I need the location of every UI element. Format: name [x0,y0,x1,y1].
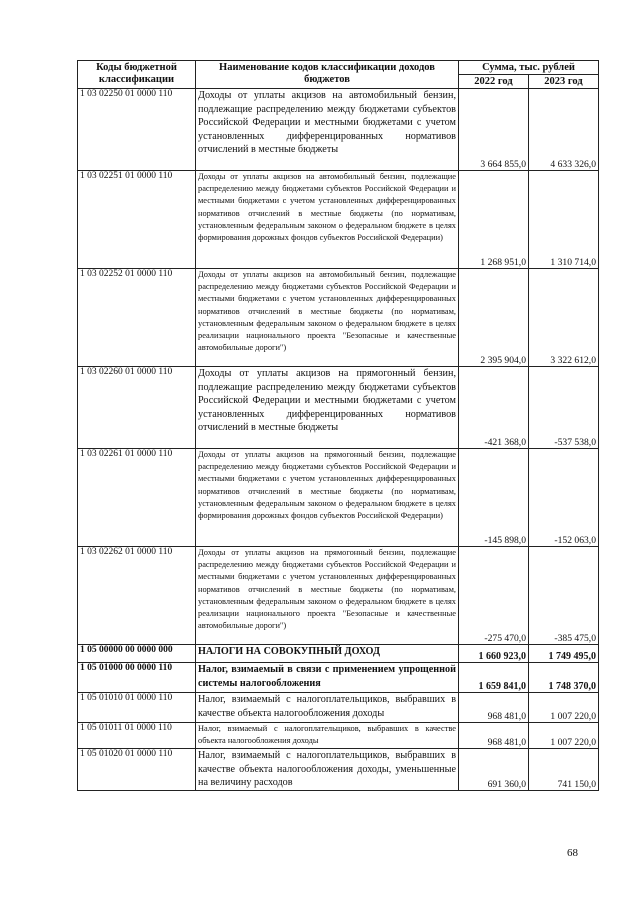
row-code: 1 03 02250 01 0000 110 [78,89,196,171]
row-description: Налог, взимаемый с налогоплательщиков, выбравших в качестве объекта налогообложения доходы, уменьшенные на величину расходов [196,749,459,791]
table-row [78,171,599,269]
row-description: Доходы от уплаты акцизов на автомобильный бензин, подлежащие распределению между бюджетами субъектов Российской Федерации и местными бюджетами с учетом установленных дифференцированных нормативов отчислений в местные бюджеты (по нормативам, установленным федеральным законом о федеральном бюджете в целях формирования дорожных фондов субъектов Российской Федерации) [196,171,459,269]
row-description: Доходы от уплаты акцизов на автомобильный бензин, подлежащие распределению между бюджетами субъектов Российской Федерации и местными бюджетами с учетом установленных дифференцированных нормативов отчислений в местные бюджеты [196,89,459,171]
row-code: 1 03 02261 01 0000 110 [78,449,196,547]
row-value-2023: -537 538,0 [529,367,599,449]
row-value-2022: -145 898,0 [459,449,529,547]
table-row [78,449,599,547]
table-row [78,89,599,171]
row-value-2022: 3 664 855,0 [459,89,529,171]
row-value-2022: 1 660 923,0 [459,645,529,663]
row-code: 1 03 02260 01 0000 110 [78,367,196,449]
row-value-2023: 1 748 370,0 [529,663,599,693]
header-year-2023: 2023 год [529,75,599,89]
row-value-2022: 691 360,0 [459,749,529,791]
table-row [78,749,599,791]
row-code: 1 03 02251 01 0000 110 [78,171,196,269]
row-value-2023: 4 633 326,0 [529,89,599,171]
row-value-2023: 1 310 714,0 [529,171,599,269]
row-value-2023: -385 475,0 [529,547,599,645]
row-code: 1 03 02262 01 0000 110 [78,547,196,645]
row-value-2023: 1 007 220,0 [529,693,599,723]
row-value-2022: 968 481,0 [459,693,529,723]
row-value-2023: -152 063,0 [529,449,599,547]
header-year-2022: 2022 год [459,75,529,89]
row-code: 1 03 02252 01 0000 110 [78,269,196,367]
row-value-2023: 3 322 612,0 [529,269,599,367]
table-row [78,547,599,645]
budget-table-sheet [77,60,598,791]
row-value-2023: 741 150,0 [529,749,599,791]
budget-revenue-table [77,60,599,791]
row-description: Налог, взимаемый с налогоплательщиков, выбравших в качестве объекта налогообложения доходы [196,723,459,749]
row-value-2022: 2 395 904,0 [459,269,529,367]
header-sum: Сумма, тыс. рублей [459,61,599,75]
row-value-2022: -421 368,0 [459,367,529,449]
row-value-2022: -275 470,0 [459,547,529,645]
row-description: Налог, взимаемый с налогоплательщиков, выбравших в качестве объекта налогообложения доходы [196,693,459,723]
row-code: 1 05 01010 01 0000 110 [78,693,196,723]
table-row [78,645,599,663]
row-value-2022: 968 481,0 [459,723,529,749]
row-description: НАЛОГИ НА СОВОКУПНЫЙ ДОХОД [196,645,459,663]
row-code: 1 05 00000 00 0000 000 [78,645,196,663]
row-description: Налог, взимаемый в связи с применением упрощенной системы налогообложения [196,663,459,693]
row-value-2023: 1 749 495,0 [529,645,599,663]
table-row [78,723,599,749]
row-code: 1 05 01020 01 0000 110 [78,749,196,791]
row-description: Доходы от уплаты акцизов на прямогонный бензин, подлежащие распределению между бюджетами субъектов Российской Федерации и местными бюджетами с учетом установленных дифференцированных нормативов отчислений в местные бюджеты (по нормативам, установленным федеральным законом о федеральном бюджете в целях формирования дорожных фондов субъектов Российской Федерации) [196,449,459,547]
table-row [78,269,599,367]
table-row [78,367,599,449]
row-code: 1 05 01000 00 0000 110 [78,663,196,693]
table-row [78,663,599,693]
page-number: 68 [567,847,578,859]
row-description: Доходы от уплаты акцизов на прямогонный бензин, подлежащие распределению между бюджетами субъектов Российской Федерации и местными бюджетами с учетом установленных дифференцированных нормативов отчислений в местные бюджеты (по нормативам, установленным федеральным законом о федеральном бюджете в целях реализации национального проекта "Безопасные и качественные автомобильные дороги") [196,547,459,645]
row-value-2022: 1 268 951,0 [459,171,529,269]
row-description: Доходы от уплаты акцизов на автомобильный бензин, подлежащие распределению между бюджетами субъектов Российской Федерации и местными бюджетами с учетом установленных дифференцированных нормативов отчислений в местные бюджеты (по нормативам, установленным федеральным законом о федеральном бюджете в целях реализации национального проекта "Безопасные и качественные автомобильные дороги") [196,269,459,367]
header-codes: Коды бюджетной классификации [78,61,196,89]
row-code: 1 05 01011 01 0000 110 [78,723,196,749]
row-description: Доходы от уплаты акцизов на прямогонный бензин, подлежащие распределению между бюджетами субъектов Российской Федерации и местными бюджетами с учетом установленных дифференцированных нормативов отчислений в местные бюджеты [196,367,459,449]
row-value-2022: 1 659 841,0 [459,663,529,693]
table-row [78,693,599,723]
row-value-2023: 1 007 220,0 [529,723,599,749]
header-name: Наименование кодов классификации доходов бюджетов [196,61,459,89]
